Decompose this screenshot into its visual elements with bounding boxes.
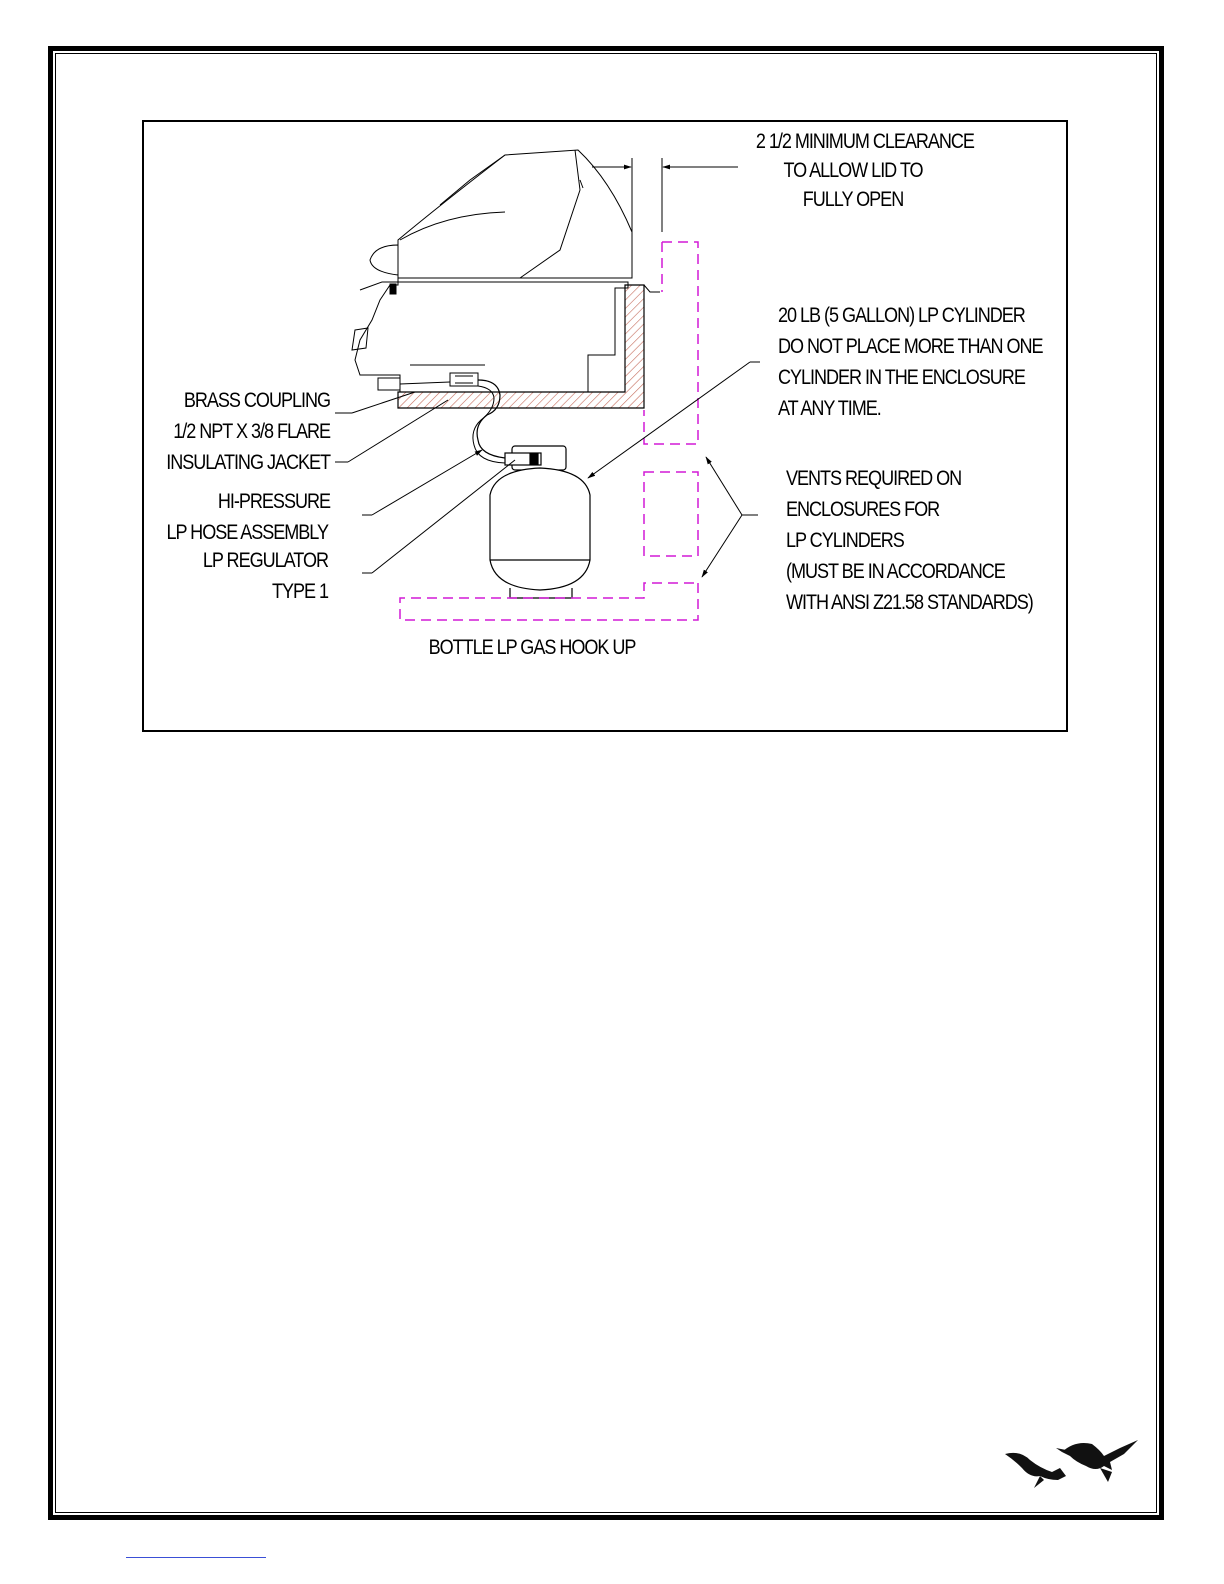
insulating-jacket-shape	[398, 285, 644, 408]
insulating-jacket-label: INSULATING JACKET	[166, 451, 330, 474]
brass-coupling-shape	[378, 373, 478, 390]
clearance-note-line-1: 2 1/2 MINIMUM CLEARANCE	[755, 130, 974, 153]
npt-flare-label: 1/2 NPT X 3/8 FLARE	[173, 420, 330, 443]
hi-pressure-label: HI-PRESSURE	[217, 490, 330, 513]
diagram-caption: BOTTLE LP GAS HOOK UP	[428, 636, 636, 659]
clearance-note-line-3: FULLY OPEN	[802, 188, 904, 211]
cylinder-note-line-2: DO NOT PLACE MORE THAN ONE	[778, 335, 1043, 358]
cylinder-note-line-1: 20 LB (5 GALLON) LP CYLINDER	[778, 304, 1025, 327]
footer-rule	[126, 1557, 266, 1558]
vents-note-line-4: (MUST BE IN ACCORDANCE	[786, 560, 1005, 583]
vents-note-line-3: LP CYLINDERS	[786, 529, 904, 552]
clearance-note-line-2: TO ALLOW LID TO	[783, 159, 923, 182]
cylinder-note-line-3: CYLINDER IN THE ENCLOSURE	[778, 366, 1025, 389]
vents-note-line-2: ENCLOSURES FOR	[786, 498, 940, 521]
type-label: TYPE 1	[271, 580, 328, 603]
vents-note-line-5: WITH ANSI Z21.58 STANDARDS)	[786, 591, 1033, 614]
cylinder-note-line-4: AT ANY TIME.	[778, 397, 881, 420]
hose-assembly-label: LP HOSE ASSEMBLY	[166, 521, 328, 544]
vents-note-line-1: VENTS REQUIRED ON	[786, 467, 962, 490]
eagles-logo-icon	[1000, 1432, 1145, 1492]
grill-body	[352, 278, 628, 392]
regulator-label: LP REGULATOR	[202, 549, 328, 572]
lp-cylinder-shape	[490, 446, 590, 598]
grill-hood	[370, 150, 632, 278]
brass-coupling-label: BRASS COUPLING	[183, 389, 330, 412]
